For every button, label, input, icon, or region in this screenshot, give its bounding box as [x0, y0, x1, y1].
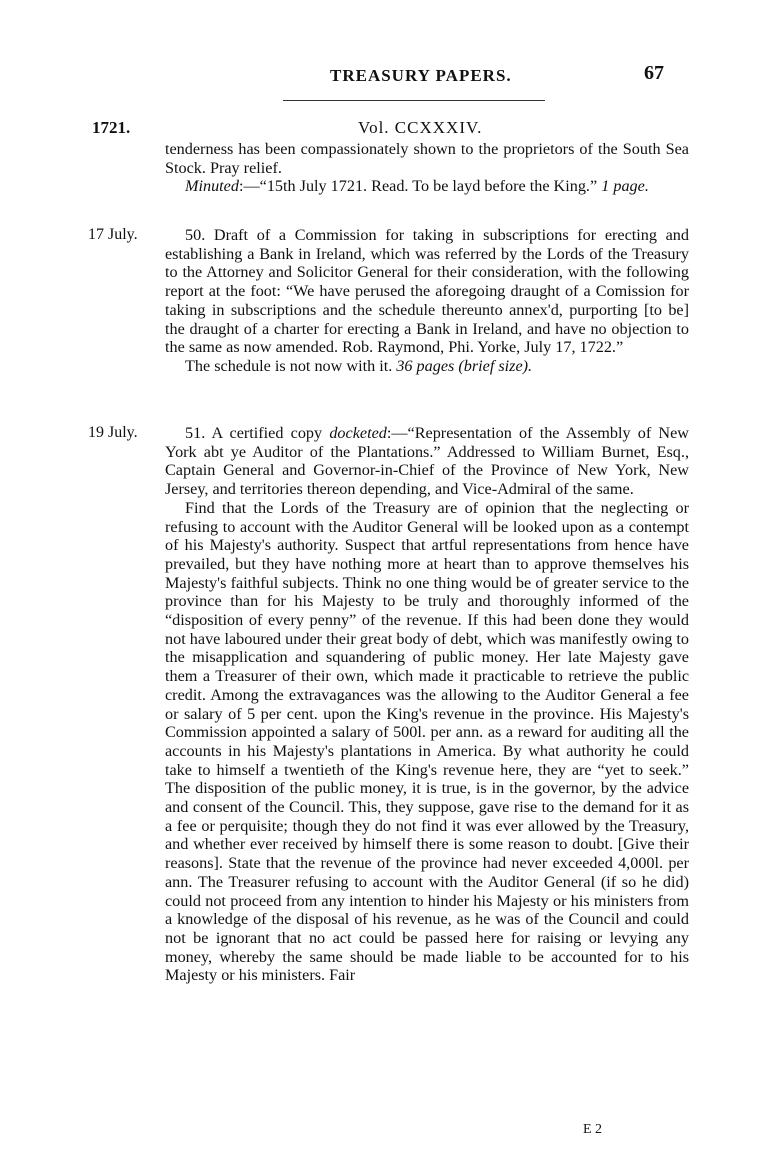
page-number: 67 — [644, 62, 664, 84]
margin-year: 1721. — [92, 118, 131, 137]
entry-51-text-a: 51. A certified copy — [185, 424, 330, 442]
minute-pages: 1 page. — [601, 177, 649, 196]
entry-51-text-b: :—“Representation of the Assembly of New York abt ye Auditor of the Plantations.” Addressed to William Burnet, Esq., Captain General and Governor-in-Chief of the Province of New York, New Jersey, and territories thereon depending, and Vice-Admiral of the same. — [165, 424, 689, 499]
signature-mark: E 2 — [583, 1122, 603, 1137]
volume-heading: Vol. CCXXXIV. — [358, 118, 483, 137]
margin-date-19-july: 19 July. — [88, 424, 138, 441]
minute-text: :—“15th July 1721. Read. To be layd before the King.” — [238, 177, 602, 196]
continuation-text: tenderness has been compassionately shown to the proprietors of the South Sea Stock. Pray relief. — [165, 140, 689, 177]
header-rule — [283, 100, 545, 101]
running-head: TREASURY PAPERS. — [330, 66, 512, 85]
entry-50 — [165, 226, 689, 376]
entry-continuation — [165, 140, 689, 196]
entry-50-pages: 36 pages (brief size). — [396, 356, 533, 375]
entry-51-paragraph: Find that the Lords of the Treasury are of opinion that the neglecting or refusing to account with the Auditor General will be looked upon as a contempt of his Majesty's authority. Suspect that artful representations from hence have prevailed, but they have nothing more at heart than to approve themselves his Majesty's faithful subjects. Think no one thing would be of greater service to the province than for his Majesty to be truly and thoroughly informed of the “disposition of every penny” of the revenue. If this had been done they would not have laboured under their great body of debt, which was manifestly owing to the misapplication and squandering of public money. Her late Majesty gave them a Treasurer of their own, which made it practicable to retrieve the public credit. Among the extravagances was the allowing to the Auditor General a fee or salary of 5 per cent. upon the King's revenue in the province. His Majesty's Commission appointed a salary of 500l. per ann. as a reward for auditing all the accounts in his Majesty's plantations in America. By what authority he could take to himself a twentieth of the King's revenue here, they are “yet to seek.” The disposition of the public money, it is true, is in the governor, by the advice and consent of the Council. This, they suppose, gave rise to the demand for it as a fee or perquisite; though they do not find it was ever allowed by the Treasury, and whether ever received by himself there is some reason to doubt. [Give their reasons]. State that the revenue of the province had never exceeded 4,000l. per ann. The Treasurer refusing to account with the Auditor General (if so he did) could not proceed from any intention to hinder his Majesty or his ministers from a knowledge of the disposal of his revenue, as he was of the Council and could not be ignorant that no act could be passed here for raising or levying any money, whereby the same should be made liable to be accounted for to his Majesty or his ministers. Fair — [165, 498, 689, 985]
minute-paragraph — [165, 177, 689, 196]
entry-50-text: 50. Draft of a Commission for taking in subscriptions for erecting and establishing a Bank in Ireland, which was referred by the Lords of the Treasury to the Attorney and Solicitor General for their consideration, with the following report at the foot: “We have perused the aforegoing draught of a Comission for taking in subscriptions and the schedule thereunto annex'd, purporting [to be] the draught of a charter for erecting a Bank in Ireland, and have no objection to the same as now amended. Rob. Raymond, Phi. Yorke, July 17, 1722.” — [165, 226, 689, 357]
margin-date-17-july: 17 July. — [88, 226, 138, 243]
entry-51-docketed: docketed — [329, 424, 387, 442]
entry-50-note — [165, 357, 689, 376]
minute-label: Minuted — [185, 177, 239, 196]
entry-51 — [165, 424, 689, 985]
entry-50-note-text: The schedule is not now with it. — [185, 356, 397, 375]
entry-51-intro — [165, 424, 689, 499]
